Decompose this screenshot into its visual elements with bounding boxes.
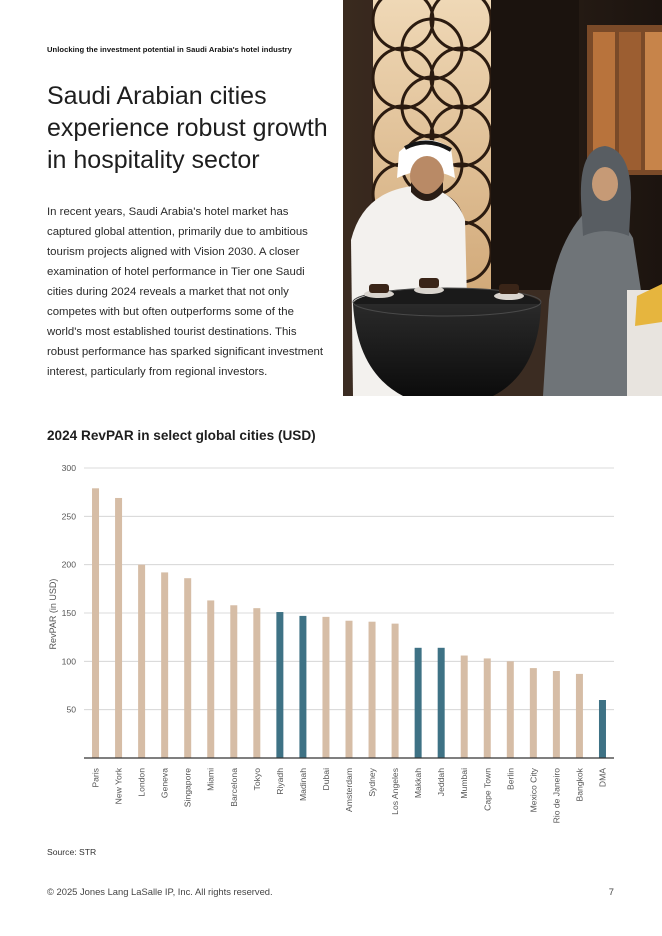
- bar-london: [138, 565, 145, 758]
- x-tick-label: Dubai: [320, 768, 331, 791]
- x-tick-label: Cape Town: [482, 768, 493, 811]
- x-tick-label: Berlin: [505, 768, 516, 790]
- bar-mumbai: [461, 656, 468, 758]
- x-tick-label: Jeddah: [436, 768, 447, 797]
- bar-mexico-city: [530, 668, 537, 758]
- bar-miami: [207, 600, 214, 758]
- intro-paragraph: In recent years, Saudi Arabia's hotel market has captured global attention, primarily due to ambitious tourism projects aligned with Vision 2030. A closer examination of hotel performance in Tier one Saudi cities during 2024 reveals a market that not only competes with but often outperforms some of the world's most established tourist destinations. This robust performance has sparked significant investment interest, particularly from regional investors.: [47, 206, 324, 378]
- x-tick-label: Los Angeles: [390, 768, 401, 815]
- bar-dma: [599, 700, 606, 758]
- x-tick-label: Sydney: [367, 768, 378, 797]
- bar-paris: [92, 488, 99, 758]
- source-note: Source: STR: [47, 847, 97, 857]
- bar-jeddah: [438, 648, 445, 758]
- bar-tokyo: [253, 608, 260, 758]
- bar-amsterdam: [346, 621, 353, 758]
- bar-madinah: [299, 616, 306, 758]
- bar-berlin: [507, 661, 514, 758]
- x-tick-label: Makkah: [413, 768, 424, 799]
- x-tick-label: Madinah: [297, 768, 308, 801]
- photo-illustration: [343, 0, 662, 396]
- bar-makkah: [415, 648, 422, 758]
- bar-new-york: [115, 498, 122, 758]
- bar-rio-de-janeiro: [553, 671, 560, 758]
- x-tick-label: Paris: [90, 768, 101, 788]
- x-tick-label: Bangkok: [574, 768, 585, 802]
- x-axis-ticks: [91, 767, 608, 823]
- page-number: 7: [608, 886, 614, 897]
- revpar-bar-chart: [0, 452, 662, 852]
- x-tick-label: Geneva: [159, 768, 170, 799]
- bar-riyadh: [276, 612, 283, 758]
- x-tick-label: New York: [113, 768, 124, 805]
- x-tick-label: DMA: [597, 768, 608, 788]
- y-tick-label: 250: [61, 511, 76, 522]
- x-tick-label: Rio de Janeiro: [551, 768, 562, 824]
- x-tick-label: Singapore: [182, 768, 193, 808]
- bar-singapore: [184, 578, 191, 758]
- x-tick-label: Miami: [205, 768, 216, 791]
- x-tick-label: Mumbai: [459, 768, 470, 799]
- bar-los-angeles: [392, 624, 399, 758]
- y-tick-label: 200: [61, 559, 76, 570]
- bar-geneva: [161, 572, 168, 758]
- y-tick-label: 300: [61, 463, 76, 473]
- page-title: Saudi Arabian cities experience robust growth in hospitality sector: [47, 82, 328, 174]
- x-tick-label: Riyadh: [274, 768, 285, 795]
- hotel-lobby-photo: [343, 0, 662, 396]
- x-tick-label: Mexico City: [528, 768, 539, 813]
- x-tick-label: Amsterdam: [344, 768, 354, 812]
- chart-canvas: [0, 452, 662, 852]
- y-tick-label: 50: [66, 704, 76, 715]
- kicker: Unlocking the investment potential in Saudi Arabia's hotel industry: [47, 45, 292, 54]
- x-tick-label: Tokyo: [251, 768, 262, 791]
- bar-dubai: [322, 617, 329, 758]
- chart-bars: [92, 488, 606, 758]
- x-tick-label: Barcelona: [228, 768, 239, 807]
- bar-bangkok: [576, 674, 583, 758]
- x-tick-label: London: [136, 768, 147, 797]
- y-axis-label: RevPAR (in USD): [48, 578, 58, 650]
- bar-barcelona: [230, 605, 237, 758]
- y-axis-ticks: [62, 463, 77, 715]
- copyright: © 2025 Jones Lang LaSalle IP, Inc. All rights reserved.: [47, 886, 273, 897]
- y-tick-label: 100: [61, 656, 76, 667]
- chart-title: 2024 RevPAR in select global cities (USD): [47, 428, 316, 443]
- bar-sydney: [369, 622, 376, 758]
- bar-cape-town: [484, 658, 491, 758]
- y-tick-label: 150: [61, 608, 76, 618]
